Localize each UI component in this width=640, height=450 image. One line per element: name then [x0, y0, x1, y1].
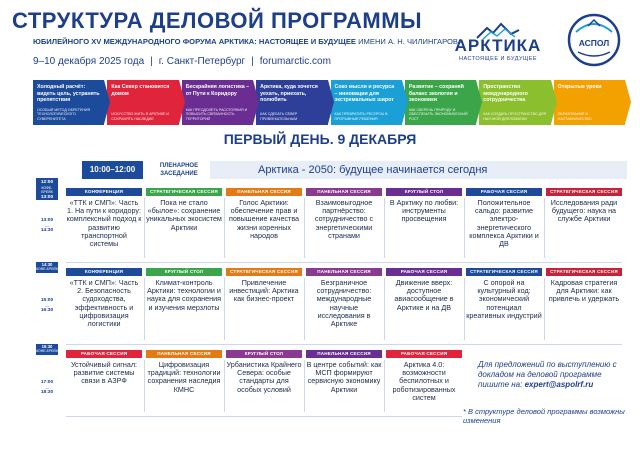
track-7[interactable]: [479, 80, 550, 125]
time-slot-break-2: 14:30 КОФЕ-БРЕЙК 15:00: [36, 262, 58, 277]
session-cell[interactable]: [306, 188, 382, 260]
session-type-label: СТРАТЕГИЧЕСКАЯ СЕССИЯ: [546, 188, 622, 196]
session-cell[interactable]: [466, 268, 542, 342]
session-type-label: СТРАТЕГИЧЕСКАЯ СЕССИЯ: [226, 268, 302, 276]
track-description: КАК СОЗДАТЬ ПРОСТРАНСТВО ДЛЯ НАУЧНОЙ ДИПЛОМАТИИ: [483, 112, 547, 121]
session-title: Устойчивый сигнал: развитие системы связи в АЗРФ: [70, 360, 138, 386]
session-title: Исследования ради будущего: наука на службе Арктики: [550, 198, 618, 224]
aspol-logo-word: АСПОЛ: [578, 38, 610, 48]
session-cell[interactable]: [66, 188, 142, 260]
track-4[interactable]: [256, 80, 327, 125]
track-title: Развитие – сохраняй баланс экологии и экономики: [408, 84, 464, 103]
track-6[interactable]: [405, 80, 476, 125]
session-cell[interactable]: [386, 188, 462, 260]
track-description: ОБРАЗОВАНИЕ И НАСТАВНИЧЕСТВО: [557, 112, 592, 121]
track-title: Холодный расчёт: видеть цель, устранять препятствия: [37, 84, 100, 103]
session-title: Климат-контроль Арктики: технологии и наука для сохранения и изучения мерзлоты: [146, 278, 222, 312]
arctic-forum-logo: [453, 22, 543, 68]
plenary-time: 10:00–12:00: [82, 161, 143, 179]
grid-divider: [66, 416, 462, 417]
grid-divider: [224, 278, 225, 340]
track-8[interactable]: [554, 80, 625, 125]
track-2[interactable]: [107, 80, 178, 125]
grid-divider: [144, 360, 145, 412]
session-type-label: ПАНЕЛЬНАЯ СЕССИЯ: [306, 188, 382, 196]
session-type-label: РАБОЧАЯ СЕССИЯ: [66, 350, 142, 358]
session-title: Арктика 4.0: возможности беспилотных и роботизированных систем: [392, 360, 456, 402]
session-type-label: ПАНЕЛЬНАЯ СЕССИЯ: [306, 268, 382, 276]
session-type-label: РАБОЧАЯ СЕССИЯ: [386, 268, 462, 276]
forum-city: г. Санкт-Петербург: [158, 56, 246, 67]
session-cell[interactable]: [146, 268, 222, 342]
session-cell[interactable]: [386, 350, 462, 414]
grid-divider: [66, 262, 622, 263]
session-title: Привлечение инвестиций: Арктика как бизнес-проект: [229, 278, 299, 304]
session-title: Голос Арктики: обеспечение прав и повышение качества жизни коренных народов: [228, 198, 300, 240]
session-type-label: КРУГЛЫЙ СТОЛ: [226, 350, 302, 358]
session-cell[interactable]: [306, 350, 382, 414]
grid-divider: [464, 278, 465, 340]
grid-divider: [304, 360, 305, 412]
session-title: «ТТК и СМП»: Часть 2. Безопасность судоходства, эффективность и цифровизация логистики: [69, 278, 139, 329]
session-type-label: КОНФЕРЕНЦИЯ: [66, 188, 142, 196]
track-title: Как Север становится домом: [111, 84, 170, 97]
session-cell[interactable]: [146, 350, 222, 414]
track-title: Арктика, куда хочется уехать, приехать, полюбить: [260, 84, 318, 103]
track-3[interactable]: [182, 80, 253, 125]
session-cell[interactable]: [306, 268, 382, 342]
aspol-logo: [566, 12, 622, 68]
session-cell[interactable]: [546, 188, 622, 260]
session-cell[interactable]: [226, 350, 302, 414]
speaker-email-link[interactable]: expert@aspolrf.ru: [524, 380, 594, 389]
grid-divider: [66, 344, 622, 345]
plenary-label: ПЛЕНАРНОЕ ЗАСЕДАНИЕ: [159, 163, 199, 177]
speaker-note-text: Для предложений по выступлению с докладом на деловой программе пишите на:: [478, 360, 617, 389]
track-title: Открытые уроки: [557, 84, 602, 90]
track-description: КАК ПРЕВРАТИТЬ РЕСУРСЫ В ПРОРЫВНЫЕ РЕШЕНИЯ: [334, 112, 388, 121]
grid-divider: [384, 198, 385, 258]
subtitle-post: ИМЕНИ А. Н. ЧИЛИНГАРОВА: [358, 37, 463, 46]
track-title: Соко мысли и ресурса – инновации для экстремальных широт: [334, 84, 395, 103]
arctic-logo-word: АРКТИКА: [454, 36, 542, 55]
track-title: Бескрайняя логистика – от Пути к Коридору: [185, 84, 250, 97]
time-slot-1: 13:00 — 14:30: [40, 218, 54, 233]
grid-divider: [224, 198, 225, 258]
arctic-logo-tagline: НАСТОЯЩЕЕ И БУДУЩЕЕ: [458, 56, 538, 62]
session-type-label: КРУГЛЫЙ СТОЛ: [386, 188, 462, 196]
time-slot-break-1: 12:00 КОФЕ-БРЕЙК 13:00: [36, 178, 58, 200]
track-title: Пространство международного сотрудничества: [483, 84, 528, 103]
forum-site-link[interactable]: forumarctic.com: [259, 56, 331, 67]
session-cell[interactable]: [226, 268, 302, 342]
session-type-label: ПАНЕЛЬНАЯ СЕССИЯ: [146, 350, 222, 358]
session-type-label: СТРАТЕГИЧЕСКАЯ СЕССИЯ: [546, 268, 622, 276]
session-title: Движение вверх: доступное авиасообщение в Арктике и на ДВ: [394, 278, 454, 312]
thematic-tracks: [33, 80, 628, 125]
grid-divider: [384, 360, 385, 412]
session-title: Пока не стало «былое»: сохранение уникальных экосистем Арктики: [146, 198, 222, 232]
session-title: Безграничное сотрудничество: международные научные исследования в Арктике: [316, 278, 372, 329]
subtitle-pre: ЮБИЛЕЙНОГО XV МЕЖДУНАРОДНОГО ФОРУМА: [33, 37, 217, 46]
track-1[interactable]: [33, 80, 104, 125]
track-description: КАК ПРЕОДОЛЕТЬ РАССТОЯНИЯ И ПОВЫСИТЬ СВЯЗАННОСТЬ ТЕРРИТОРИЙ: [185, 107, 248, 121]
grid-divider: [144, 278, 145, 340]
session-title: Цифровизация традиций: технологии сохранения наследия КМНС: [147, 360, 221, 394]
session-type-label: СТРАТЕГИЧЕСКАЯ СЕССИЯ: [146, 188, 222, 196]
grid-divider: [544, 278, 545, 340]
session-type-label: РАБОЧАЯ СЕССИЯ: [386, 350, 462, 358]
session-title: Кадровая стратегия для Арктики: как привлечь и удержать: [548, 278, 620, 304]
track-description: КАК СБЕРЕЧЬ ПРИРОДУ И ОБЕСПЕЧИТЬ ЭКОНОМИЧЕСКИЙ РОСТ: [408, 107, 468, 121]
session-title: Урбанистика Крайнего Севера: особые стандарты для особых условий: [226, 360, 302, 394]
grid-divider: [304, 198, 305, 258]
grid-divider: [304, 278, 305, 340]
footnote: * В структуре деловой программы возможны изменения: [463, 407, 625, 425]
session-title: Положительное сальдо: развитие электро-энергетического комплекса Арктики и ДВ: [469, 198, 539, 249]
session-cell[interactable]: [386, 268, 462, 342]
subtitle-forum: АРКТИКА: НАСТОЯЩЕЕ И БУДУЩЕЕ: [218, 37, 356, 46]
session-cell[interactable]: [466, 188, 542, 260]
plenary-title[interactable]: Арктика - 2050: будущее начинается сегодня: [214, 161, 627, 179]
session-type-label: ПАНЕЛЬНАЯ СЕССИЯ: [306, 350, 382, 358]
speaker-note: [478, 360, 628, 390]
grid-divider: [384, 278, 385, 340]
grid-divider: [544, 198, 545, 258]
session-title: «ТТК и СМП»: Часть 1. На пути к коридору: комплексный подход к развитию транспортной системы: [66, 198, 142, 249]
forum-dates: 9–10 декабря 2025 года: [33, 56, 145, 67]
track-description: КАК СДЕЛАТЬ СЕВЕР ПРИВЛЕКАТЕЛЬНЫМ: [260, 112, 298, 121]
session-title: В Арктику по любви: инструменты просвещения: [389, 198, 459, 224]
session-cell[interactable]: [146, 188, 222, 260]
session-cell[interactable]: [66, 268, 142, 342]
time-slot-3: 17:00 — 18:30: [40, 380, 54, 395]
track-description: ИСКУССТВО ЖИТЬ В АРКТИКЕ И СОХРАНЯТЬ НАСЛЕДИЕ: [111, 112, 169, 121]
page-subtitle: [33, 37, 463, 46]
grid-divider: [464, 198, 465, 258]
page-title: СТРУКТУРА ДЕЛОВОЙ ПРОГРАММЫ: [12, 8, 423, 33]
session-type-label: РАБОЧАЯ СЕССИЯ: [466, 188, 542, 196]
session-type-label: КОНФЕРЕНЦИЯ: [66, 268, 142, 276]
session-title: С опорой на культурный код: экономический потенциал креативных индустрий: [466, 278, 542, 320]
forum-info: 9–10 декабря 2025 года | г. Санкт-Петербург | forumarctic.com: [33, 56, 331, 67]
session-title: В центре событий: как МСП формируют сервисную экономику Арктики: [306, 360, 382, 394]
time-slot-2: 15:00 — 16:30: [40, 298, 54, 313]
day-title: ПЕРВЫЙ ДЕНЬ. 9 ДЕКАБРЯ: [223, 131, 417, 147]
session-cell[interactable]: [226, 188, 302, 260]
track-5[interactable]: [331, 80, 402, 125]
session-title: Взаимовыгодное партнёрство: сотрудничество с энергетическими странами: [314, 198, 374, 240]
session-type-label: СТРАТЕГИЧЕСКАЯ СЕССИЯ: [466, 268, 542, 276]
session-cell[interactable]: [66, 350, 142, 414]
session-type-label: ПАНЕЛЬНАЯ СЕССИЯ: [226, 188, 302, 196]
time-slot-break-3: 16:30 КОФЕ-БРЕЙК 17:00: [36, 344, 58, 359]
session-cell[interactable]: [546, 268, 622, 342]
track-description: ОСОБЫЙ МЕТОД ОБРЕТЕНИЯ ТЕХНОЛОГИЧЕСКОГО СУВЕРЕНИТЕТА: [37, 107, 91, 121]
session-type-label: КРУГЛЫЙ СТОЛ: [146, 268, 222, 276]
grid-divider: [144, 198, 145, 258]
grid-divider: [224, 360, 225, 412]
